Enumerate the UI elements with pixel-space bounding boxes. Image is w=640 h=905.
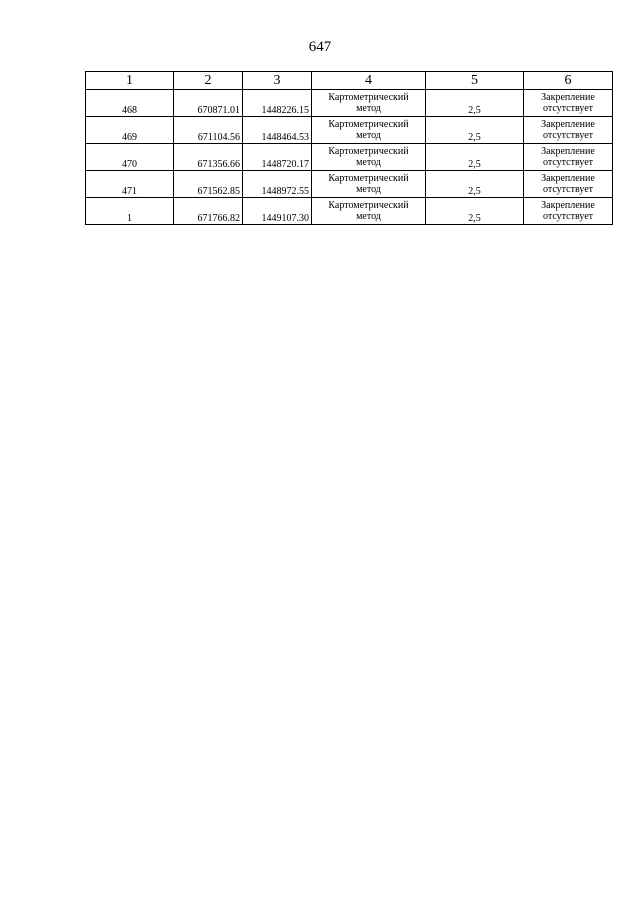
fixation-line-1: Закрепление [541,200,595,211]
x-coordinate-cell: 670871.01 [174,90,243,117]
fixation-cell [524,198,613,225]
error-cell: 2,5 [426,144,524,171]
y-coordinate-cell: 1448464.53 [243,117,312,144]
fixation-line-2: отсутствует [542,103,594,114]
method-line-2: метод [356,130,381,141]
table-row [86,90,613,117]
x-coordinate-cell: 671766.82 [174,198,243,225]
fixation-line-1: Закрепление [541,173,595,184]
y-coordinate-cell: 1448720.17 [243,144,312,171]
y-coordinate-cell: 1449107.30 [243,198,312,225]
x-coordinate-cell: 671104.56 [174,117,243,144]
method-line-1: Картометрический [328,92,409,103]
x-coordinate-cell: 671562.85 [174,171,243,198]
method-line-1: Картометрический [328,173,409,184]
method-line-1: Картометрический [328,119,409,130]
point-number-cell: 468 [86,90,174,117]
fixation-line-2: отсутствует [542,184,594,195]
method-cell [312,198,426,225]
error-cell: 2,5 [426,117,524,144]
point-number-cell: 470 [86,144,174,171]
x-coordinate-cell: 671356.66 [174,144,243,171]
page-number: 647 [308,39,332,55]
point-number-cell: 471 [86,171,174,198]
method-line-2: метод [356,184,381,195]
table-row [86,117,613,144]
method-line-2: метод [356,211,381,222]
column-header-5: 5 [426,72,524,90]
table-row [86,144,613,171]
fixation-line-1: Закрепление [541,92,595,103]
error-cell: 2,5 [426,171,524,198]
table-row [86,171,613,198]
table-row [86,198,613,225]
y-coordinate-cell: 1448972.55 [243,171,312,198]
method-line-2: метод [356,157,381,168]
column-header-4: 4 [312,72,426,90]
fixation-cell [524,117,613,144]
method-cell [312,117,426,144]
method-line-1: Картометрический [328,200,409,211]
point-number-cell: 469 [86,117,174,144]
coordinates-table [85,71,613,225]
method-line-2: метод [356,103,381,114]
fixation-line-2: отсутствует [542,130,594,141]
fixation-cell [524,144,613,171]
error-cell: 2,5 [426,198,524,225]
method-line-1: Картометрический [328,146,409,157]
fixation-line-1: Закрепление [541,146,595,157]
method-cell [312,144,426,171]
method-cell [312,90,426,117]
column-header-6: 6 [524,72,613,90]
error-cell: 2,5 [426,90,524,117]
method-cell [312,171,426,198]
fixation-line-2: отсутствует [542,157,594,168]
fixation-cell [524,90,613,117]
column-header-3: 3 [243,72,312,90]
fixation-line-1: Закрепление [541,119,595,130]
fixation-cell [524,171,613,198]
column-header-1: 1 [86,72,174,90]
point-number-cell: 1 [86,198,174,225]
table-header-row [86,72,613,90]
fixation-line-2: отсутствует [542,211,594,222]
column-header-2: 2 [174,72,243,90]
y-coordinate-cell: 1448226.15 [243,90,312,117]
